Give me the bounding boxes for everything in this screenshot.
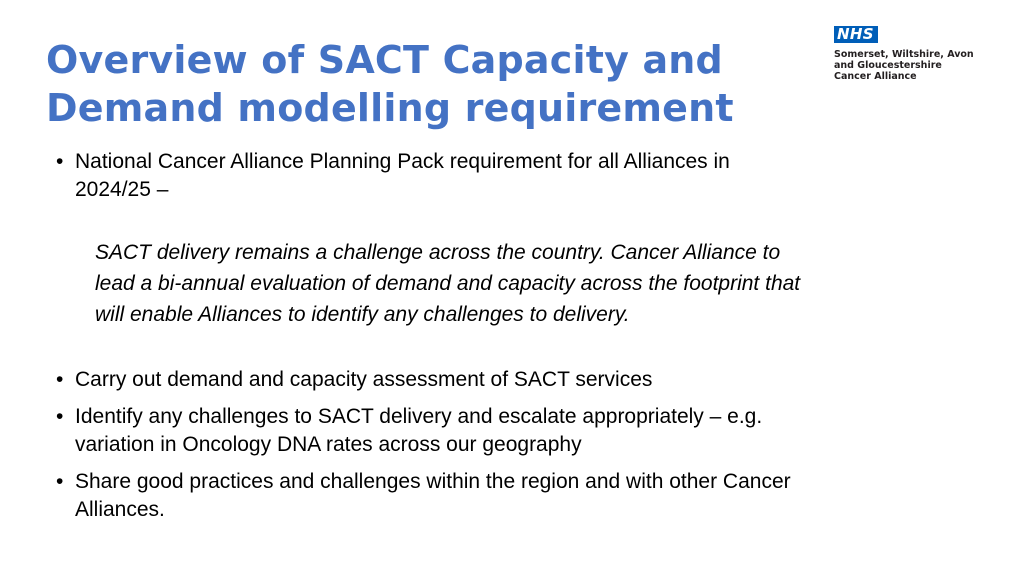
quote-line-1: SACT delivery remains a challenge across the country. Cancer Alliance to: [95, 241, 781, 264]
requirement-quote: [56, 237, 956, 330]
list-item-line-1: • Share good practices and challenges within the region and with other Cancer: [75, 470, 791, 493]
list-item: [56, 468, 956, 524]
intro-bullet-line-1: • National Cancer Alliance Planning Pack requirement for all Alliances in: [75, 150, 730, 173]
organisation-name-line-3: Cancer Alliance: [834, 71, 917, 82]
title-line-2: Demand modelling requirement: [46, 86, 734, 130]
list-item-line-1: • Carry out demand and capacity assessment of SACT services: [75, 368, 653, 391]
intro-bullet-line-2: 2024/25 –: [75, 178, 169, 201]
list-item-line-1: • Identify any challenges to SACT delivery and escalate appropriately – e.g.: [75, 405, 763, 428]
organisation-name-line-1: Somerset, Wiltshire, Avon: [834, 49, 974, 60]
nhs-cancer-alliance-logo: [834, 26, 1004, 82]
slide-body: [56, 148, 956, 533]
nhs-logo-badge: NHS: [834, 26, 878, 43]
list-item-line-2: Alliances.: [75, 498, 165, 521]
intro-bullet: [56, 148, 956, 204]
list-item-line-2: variation in Oncology DNA rates across our geography: [75, 433, 582, 456]
quote-line-3: will enable Alliances to identify any challenges to delivery.: [95, 303, 630, 326]
organisation-name-line-2: and Gloucestershire: [834, 60, 942, 71]
list-item: [56, 403, 956, 459]
slide-title: [46, 36, 806, 132]
list-item: [56, 366, 956, 394]
title-line-1: Overview of SACT Capacity and: [46, 38, 723, 82]
quote-line-2: lead a bi-annual evaluation of demand and capacity across the footprint that: [95, 272, 801, 295]
organisation-name: [834, 49, 1004, 82]
action-bullet-list: [56, 366, 956, 524]
